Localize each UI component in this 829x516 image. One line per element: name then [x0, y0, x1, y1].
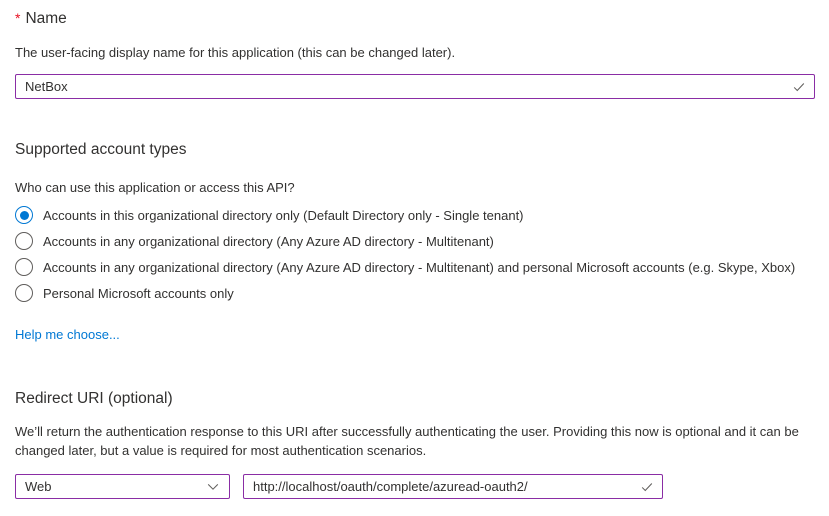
radio-option-label: Accounts in any organizational directory (Any Azure AD directory - Multitenant) and personal Microsoft accounts (e.g. Skype, Xbox) — [43, 259, 796, 275]
radio-button[interactable] — [15, 232, 33, 250]
required-asterisk: * — [15, 10, 21, 26]
radio-option-multitenant-personal[interactable] — [15, 258, 795, 276]
redirect-uri-description: We’ll return the authentication response to this URI after successfully authenticating the user. Providing this now is optional and it can be changed later, but a value is required for most authentication scenarios. — [15, 424, 799, 458]
chevron-down-icon — [206, 480, 220, 494]
redirect-uri-input[interactable] — [243, 474, 663, 499]
checkmark-icon — [640, 480, 654, 494]
help-me-choose-link[interactable]: Help me choose... — [15, 327, 120, 342]
redirect-uri-field-wrapper — [243, 474, 663, 499]
redirect-uri-heading: Redirect URI (optional) — [15, 390, 173, 407]
radio-option-personal-only[interactable] — [15, 284, 795, 302]
name-label: Name — [25, 10, 67, 27]
name-description: The user-facing display name for this application (this can be changed later). — [15, 45, 456, 60]
radio-option-label: Accounts in any organizational directory (Any Azure AD directory - Multitenant) — [43, 233, 494, 249]
name-section-heading — [15, 10, 67, 28]
radio-option-single-tenant[interactable] — [15, 206, 795, 224]
radio-button[interactable] — [15, 258, 33, 276]
radio-option-label: Accounts in this organizational directory only (Default Directory only - Single tenant) — [43, 207, 524, 223]
account-types-question: Who can use this application or access this API? — [15, 180, 295, 195]
radio-option-multitenant[interactable] — [15, 232, 795, 250]
radio-option-label: Personal Microsoft accounts only — [43, 285, 234, 301]
name-input[interactable] — [15, 74, 815, 99]
platform-select-value: Web — [25, 479, 52, 494]
radio-button[interactable] — [15, 284, 33, 302]
account-types-radio-group — [15, 206, 795, 310]
radio-button[interactable] — [15, 206, 33, 224]
checkmark-icon — [792, 80, 806, 94]
platform-select[interactable] — [15, 474, 230, 499]
name-field-wrapper — [15, 74, 815, 99]
account-types-heading: Supported account types — [15, 141, 187, 158]
